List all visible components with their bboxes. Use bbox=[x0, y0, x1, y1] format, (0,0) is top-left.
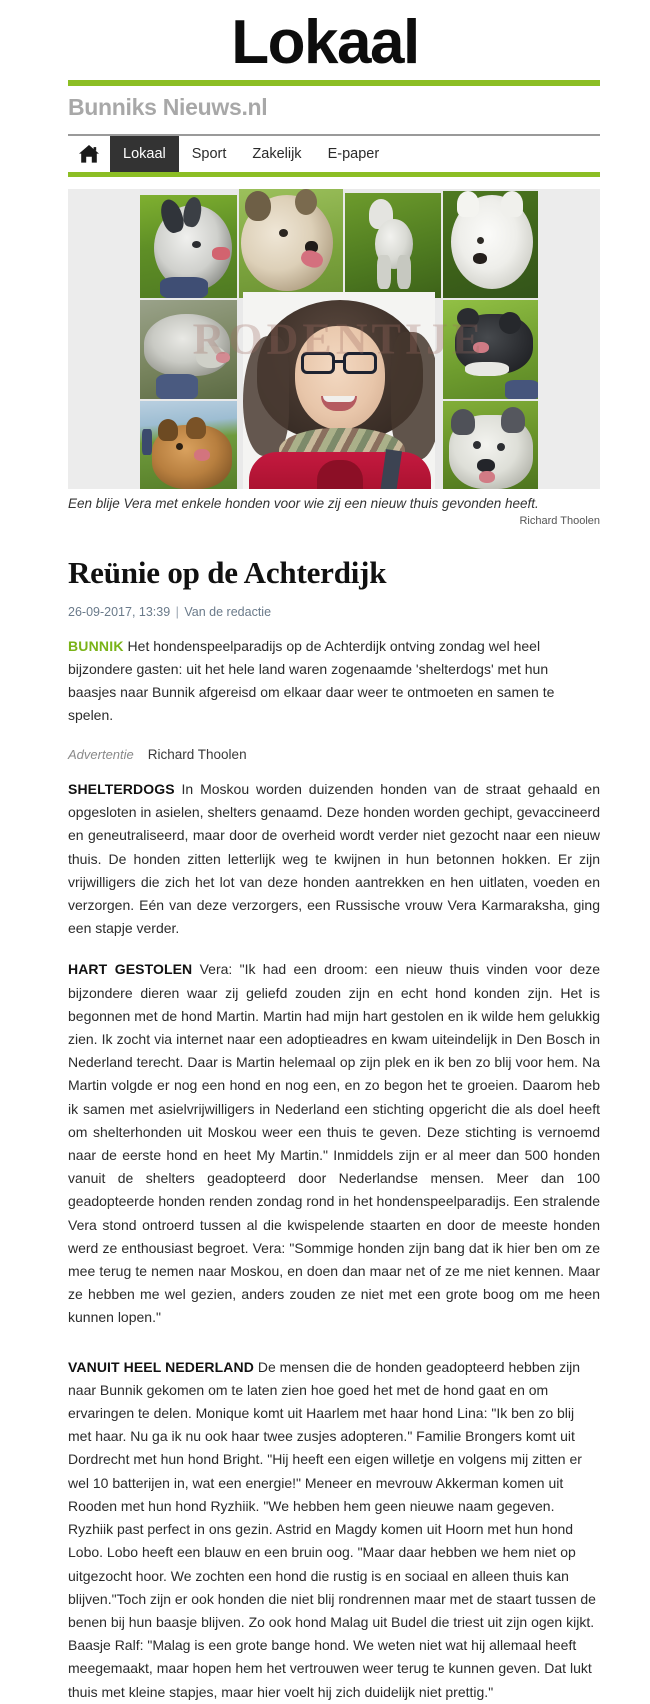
collage-portrait-vera bbox=[243, 292, 435, 489]
collage-photo-dog-4 bbox=[443, 191, 538, 298]
nav-item-lokaal[interactable]: Lokaal bbox=[110, 136, 179, 172]
nav-list bbox=[68, 136, 600, 172]
byline-separator: | bbox=[175, 605, 179, 619]
collage-photo-dog-6 bbox=[443, 300, 538, 399]
image-caption: Een blije Vera met enkele honden voor wie zij een nieuw thuis gevonden heeft. bbox=[68, 496, 539, 511]
image-watermark: RODENTIJE bbox=[192, 314, 486, 364]
site-subtitle: Bunniks Nieuws.nl bbox=[68, 94, 268, 120]
paragraph-text: De mensen die de honden geadopteerd hebben zijn naar Bunnik gekomen om te laten zien hoe goed het met de hond gaat en om ervaringen te delen. Monique komt uit Haarlem met haar hond Lina: "Ik ben zo blij met haar. Nu ga ik nu ook haar twee zusjes adopteren." Familie Brongers komt uit Dordrecht met hun hond Bright. "Hij heeft een eigen willetje en volgens mij zitten er wel 10 batterijen in, wat een energie!" Meneer en mevrouw Akkerman komen uit Rooden met hun hond Ryzhiik. "We hebben hem geen nieuwe naam gegeven. Ryzhiik past perfect in ons gezin. Astrid en Magdy komen uit Hoorn met hun hond Lobo. Lobo heeft een blauw en een bruin oog. "Maar daar hebben we hem niet op uitgezocht hoor. We zochten een hond die rustig is en sociaal en alleen thuis kan blijven."Toch zijn er ook honden die niet blij rondrennen maar met de staart tussen de benen bij hun baasje blijven. Zo ook hond Malag uit Budel die triest uit zijn ogen kijkt. Baasje Ralf: "Malag is een grote bange hond. We weten niet wat hij allemaal heeft meegemaakt, maar hopen hem het vertrouwen weer terug te kunnen geven. Dat lukt thuis met kleine stapjes, maar hier voelt hij zich duidelijk niet prettig." bbox=[68, 1358, 596, 1700]
masthead bbox=[0, 0, 650, 120]
paragraph-text: In Moskou worden duizenden honden van de straat gehaald en opgesloten in asielen, shelters genaamd. Deze honden worden gechipt, gevaccineerd en geneutraliseerd, maar door de overheid wordt verder niet gezocht naar een nieuw thuis. De honden zitten letterlijk weg te kwijnen in hun betonnen hokken. Er zijn vrijwilligers die zich het lot van deze honden aantrekken en hen uitlaten, voeden en verzorgen. Eén van deze verzorgers, een Russische vrouw Vera Karmaraksha, ging een stapje verder. bbox=[68, 781, 600, 937]
collage-photo-dog-3 bbox=[345, 193, 441, 298]
nav-home-button[interactable] bbox=[68, 136, 110, 172]
paragraph-text: Vera: "Ik had een droom: een nieuw thuis vinden voor deze bijzondere dieren waar zij geliefd zouden zijn en echt hond konden zijn. Het is begonnen met de hond Martin. Martin had mijn hart gestolen en ik wilde hem gelukkig zien. Ik zocht via internet naar een adoptieadres en kwam uiteindelijk in Den Bosch in Nederland terecht. Daar is Martin helemaal op zijn plek en ik ben zo blij voor hem. Na Martin volgde er nog een hond en nog een, en zo begon het te groeien. Daarom heb ik samen met asielvrijwilligers in Nederland een stichting opgericht die als doel heeft om shelterhonden uit Moskou weer een thuis te geven. Deze stichting is vernoemd naar de eerste hond en heet My Martin." Inmiddels zijn er al meer dan 500 honden vanuit de shelters geadopteerd door Nederlandse mensen. Meer dan 100 geadopteerde honden renden zondag rond in het hondenspeelparadijs. Een stralende Vera stond ontroerd tussen al die kwispelende staarten en door de meeste honden werd ze enthousiast begroet. Vera: "Sommige honden zijn bang dat ik hier ben om ze mee terug te nemen naar Moskou, en doen dan maar net of ze me niet kennen. Maar ze hebben me wel gezien, anders zouden ze niet met een grote boog om me heen kunnen lopen." bbox=[68, 961, 601, 1326]
nav-green-underline bbox=[68, 172, 600, 177]
collage-photo-dog-8 bbox=[443, 401, 538, 489]
article-lead-text: Het hondenspeelparadijs op de Achterdijk ontving zondag wel heel bijzondere gasten: uit het hele land waren zogenaamde 'shelterdogs' met hun baasjes naar Bunnik afgereisd om elkaar daar weer te ontmoeten en samen te spelen. bbox=[68, 638, 555, 723]
paragraph-kicker: SHELTERDOGS bbox=[68, 781, 175, 797]
advertisement-label: Advertentie bbox=[68, 747, 134, 762]
collage-photo-dog-1 bbox=[140, 195, 237, 298]
paragraph-kicker: VANUIT HEEL NEDERLAND bbox=[68, 1358, 254, 1375]
nav-item-sport[interactable]: Sport bbox=[191, 146, 227, 162]
main-navigation bbox=[68, 134, 600, 177]
dog-collage bbox=[140, 189, 538, 489]
home-icon bbox=[78, 144, 100, 164]
article-byline bbox=[68, 605, 600, 619]
article-lead bbox=[68, 635, 600, 727]
nav-item-e-paper[interactable]: E-paper bbox=[327, 146, 380, 162]
article-paragraph bbox=[68, 778, 600, 940]
advertisement-name: Richard Thoolen bbox=[147, 747, 247, 762]
advertisement-row bbox=[68, 747, 600, 762]
hero-image bbox=[68, 189, 600, 489]
collage-photo-dog-2 bbox=[239, 189, 343, 298]
article-date: 26-09-2017, 13:39 bbox=[68, 605, 171, 619]
article-paragraph bbox=[68, 958, 600, 1329]
article-dateline: BUNNIK bbox=[68, 638, 124, 654]
collage-photo-dog-7 bbox=[140, 401, 237, 489]
article-headline: Reünie op de Achterdijk bbox=[68, 555, 387, 590]
nav-item-zakelijk[interactable]: Zakelijk bbox=[252, 146, 302, 162]
article-paragraph bbox=[68, 1356, 600, 1704]
article-author: Van de redactie bbox=[184, 605, 272, 619]
site-logo-title[interactable]: Lokaal bbox=[231, 8, 419, 77]
image-credit: Richard Thoolen bbox=[519, 515, 600, 527]
paragraph-kicker: HART GESTOLEN bbox=[68, 961, 193, 978]
article-body bbox=[68, 555, 600, 1704]
collage-photo-dog-5 bbox=[140, 300, 237, 399]
